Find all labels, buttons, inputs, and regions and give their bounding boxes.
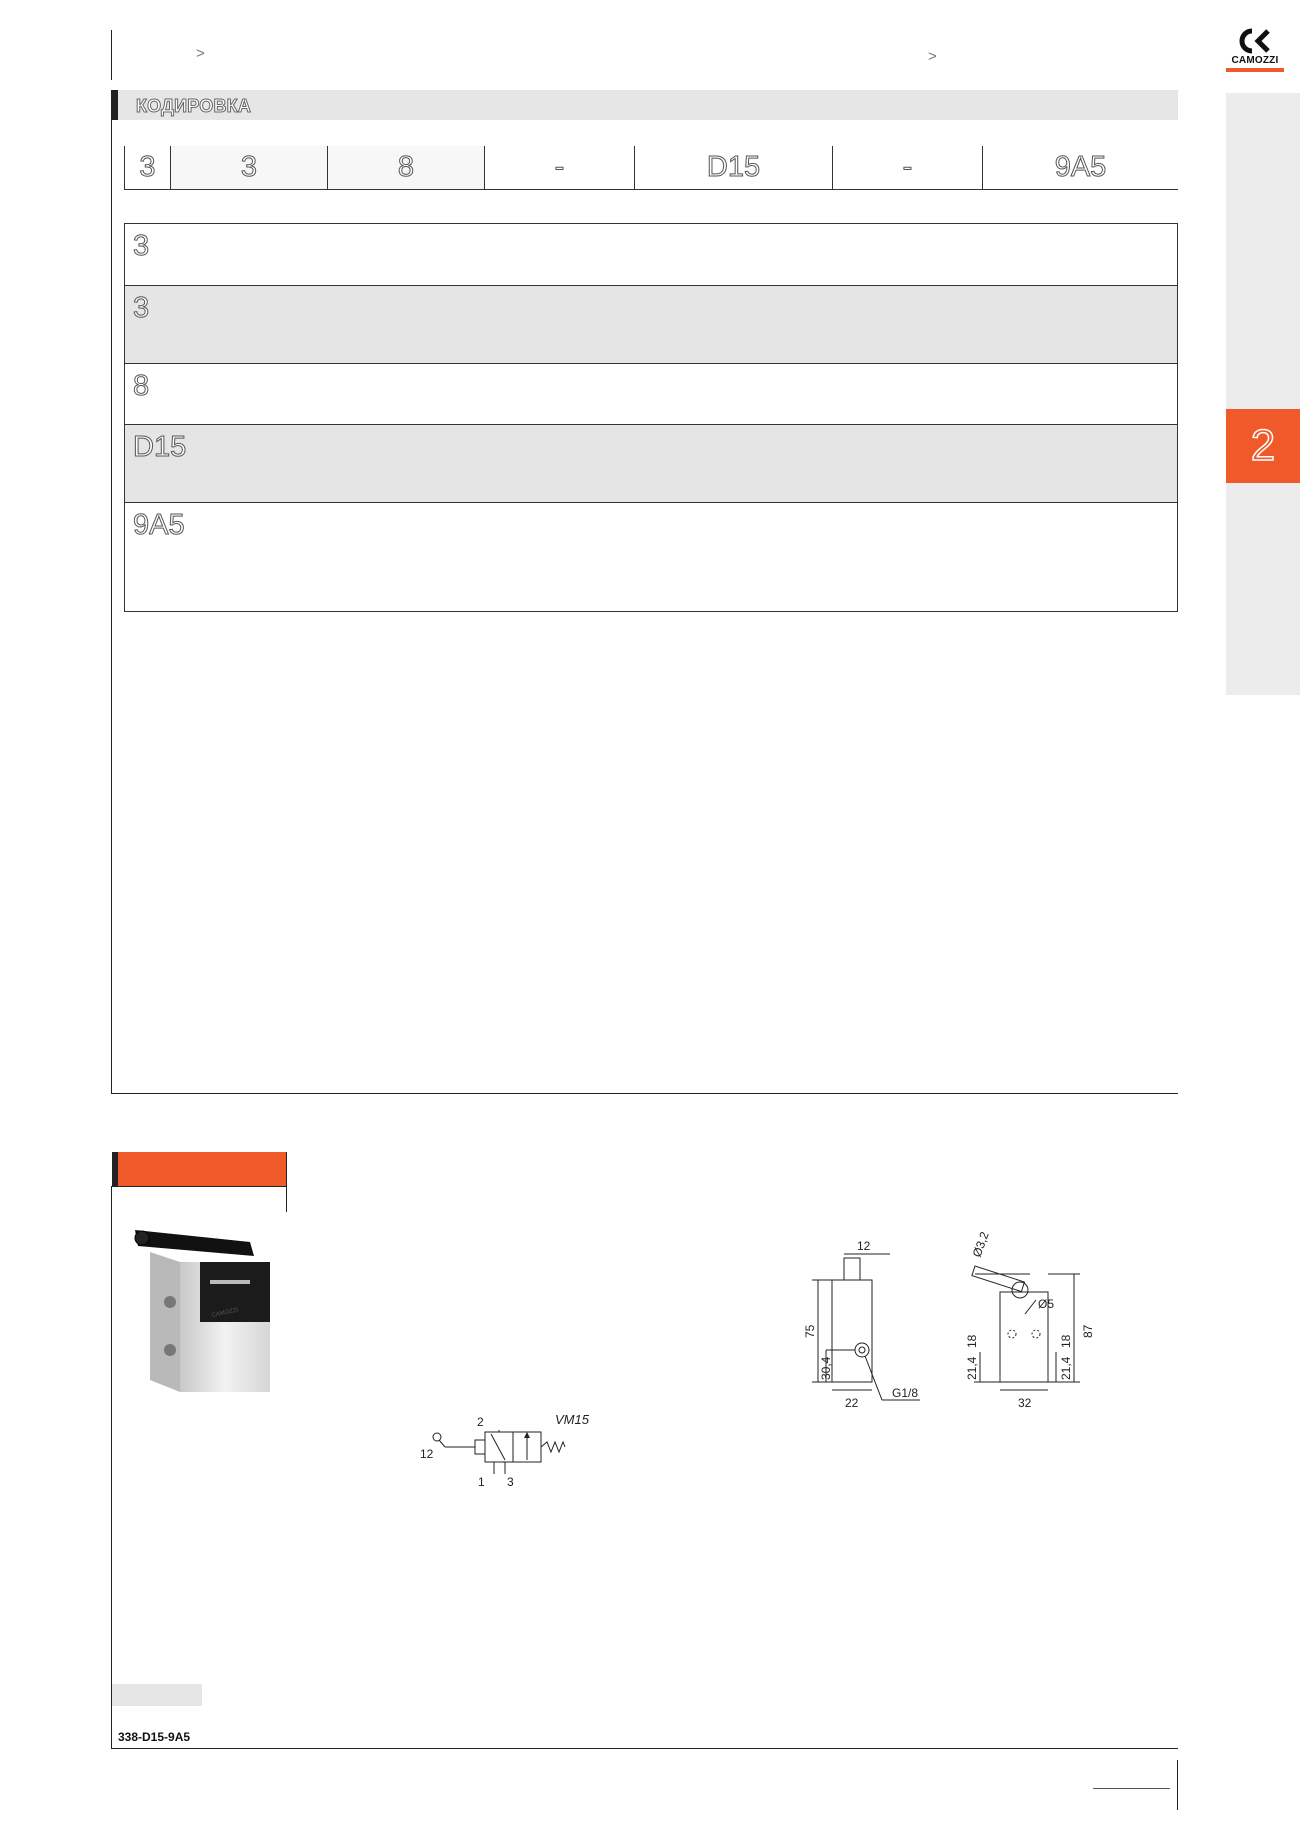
dim-21-4b: 21,4: [1059, 1356, 1073, 1380]
footer-rule: [1093, 1788, 1170, 1789]
side-tab-bar: [1226, 93, 1300, 695]
dim-18a: 18: [965, 1334, 979, 1348]
code-cell: 3: [170, 146, 327, 189]
dim-21-4a: 21,4: [965, 1356, 979, 1380]
table-row: 3: [125, 224, 1177, 286]
port-12-label: 12: [420, 1447, 434, 1461]
valve-product-image: [130, 1222, 280, 1402]
dim-thread: G1/8: [892, 1386, 919, 1400]
dim-d3-2: Ø3,2: [969, 1230, 992, 1260]
camozzi-logo-icon: [1238, 28, 1272, 54]
top-left-rule: [111, 30, 112, 80]
dim-d5: Ø5: [1038, 1297, 1055, 1311]
header-underline: [111, 1186, 286, 1187]
model-code: 338-D15-9A5: [118, 1730, 191, 1744]
port-3-label: 3: [507, 1475, 514, 1489]
dim-87: 87: [1081, 1324, 1095, 1338]
left-frame-rule-lower: [111, 1186, 112, 1748]
dim-12: 12: [857, 1239, 871, 1253]
port-2-label: 2: [477, 1415, 484, 1429]
section-header: [112, 90, 1178, 120]
dim-22: 22: [845, 1396, 859, 1410]
section-title: КОДИРОВКА: [136, 96, 252, 116]
port-1-label: 1: [478, 1475, 485, 1489]
breadcrumb-separator: >: [928, 48, 937, 65]
code-description-table: [124, 223, 1178, 612]
code-row: [124, 146, 1178, 190]
code-cell: D15: [634, 146, 832, 189]
side-tab-number: 2: [1226, 409, 1300, 483]
breadcrumb-separator: >: [196, 45, 205, 62]
code-cell: 3: [124, 146, 170, 189]
table-row: D15: [125, 425, 1177, 503]
dim-75: 75: [803, 1324, 817, 1338]
svg-text:CAMOZZI: CAMOZZI: [211, 1307, 239, 1319]
code-cell: 8: [327, 146, 484, 189]
header-right-rule: [286, 1152, 287, 1212]
dim-30-4: 30,4: [819, 1356, 833, 1380]
brand-name: CAMOZZI: [1231, 55, 1279, 66]
dim-32: 32: [1018, 1396, 1032, 1410]
left-frame-rule: [111, 90, 112, 1094]
code-cell: 9A5: [982, 146, 1178, 189]
table-row: 9A5: [133, 509, 185, 541]
code-cell: -: [484, 146, 634, 189]
logo-underline: [1226, 68, 1284, 72]
dimension-drawing: [800, 1230, 1110, 1430]
section-bottom-rule: [111, 1093, 1178, 1094]
footer-vertical-rule: [1177, 1760, 1178, 1810]
symbol-label-vm: VM15: [555, 1412, 589, 1427]
bottom-rule: [111, 1748, 1178, 1749]
code-cell: -: [832, 146, 982, 189]
table-row: 8: [125, 364, 1177, 425]
product-section-header: [112, 1152, 286, 1186]
pneumatic-symbol-diagram: [415, 1410, 595, 1500]
dim-18b: 18: [1059, 1334, 1073, 1348]
table-row: 3: [125, 286, 1177, 364]
model-label-bar: [112, 1684, 202, 1706]
